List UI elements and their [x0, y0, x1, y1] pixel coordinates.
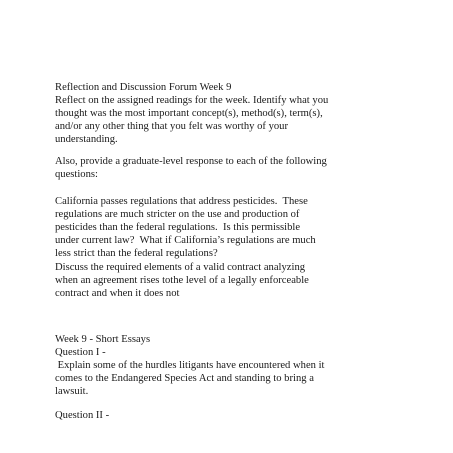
question-line: regulations are much stricter on the use and production of: [55, 208, 300, 220]
question-label: Question I -: [55, 346, 106, 358]
question-line: Discuss the required elements of a valid contract analyzing: [55, 262, 306, 273]
intro-line: and/or any other thing that you felt was worthy of your: [55, 120, 289, 132]
contract-question: [55, 262, 415, 301]
question-line: less strict than the federal regulations?: [55, 247, 218, 259]
question-line: California passes regulations that address pesticides. These: [55, 196, 308, 207]
question-two-section: [55, 410, 415, 423]
essays-heading: Week 9 - Short Essays: [55, 334, 151, 345]
instructions-paragraph: [55, 156, 415, 182]
question-line: lawsuit.: [55, 385, 89, 397]
california-question: [55, 196, 415, 261]
intro-line: understanding.: [55, 133, 118, 145]
document-title: Reflection and Discussion Forum Week 9: [55, 82, 232, 93]
forum-section: [55, 82, 415, 147]
question-line: comes to the Endangered Species Act and standing to bring a: [55, 372, 314, 384]
intro-line: Reflect on the assigned readings for the week. Identify what you: [55, 94, 329, 106]
instruction-line: Also, provide a graduate-level response to each of the following: [55, 156, 327, 167]
instruction-line: questions:: [55, 168, 98, 180]
question-line: under current law? What if California’s regulations are much: [55, 234, 316, 246]
question-line: Explain some of the hurdles litigants have encountered when it: [55, 359, 325, 371]
question-line: contract and when it does not: [55, 287, 180, 299]
question-line: pesticides than the federal regulations. Is this permissible: [55, 221, 301, 233]
question-label: Question II -: [55, 410, 110, 421]
question-line: when an agreement rises tothe level of a legally enforceable: [55, 274, 309, 286]
short-essays-section: [55, 334, 415, 399]
intro-line: thought was the most important concept(s), method(s), term(s),: [55, 107, 323, 119]
